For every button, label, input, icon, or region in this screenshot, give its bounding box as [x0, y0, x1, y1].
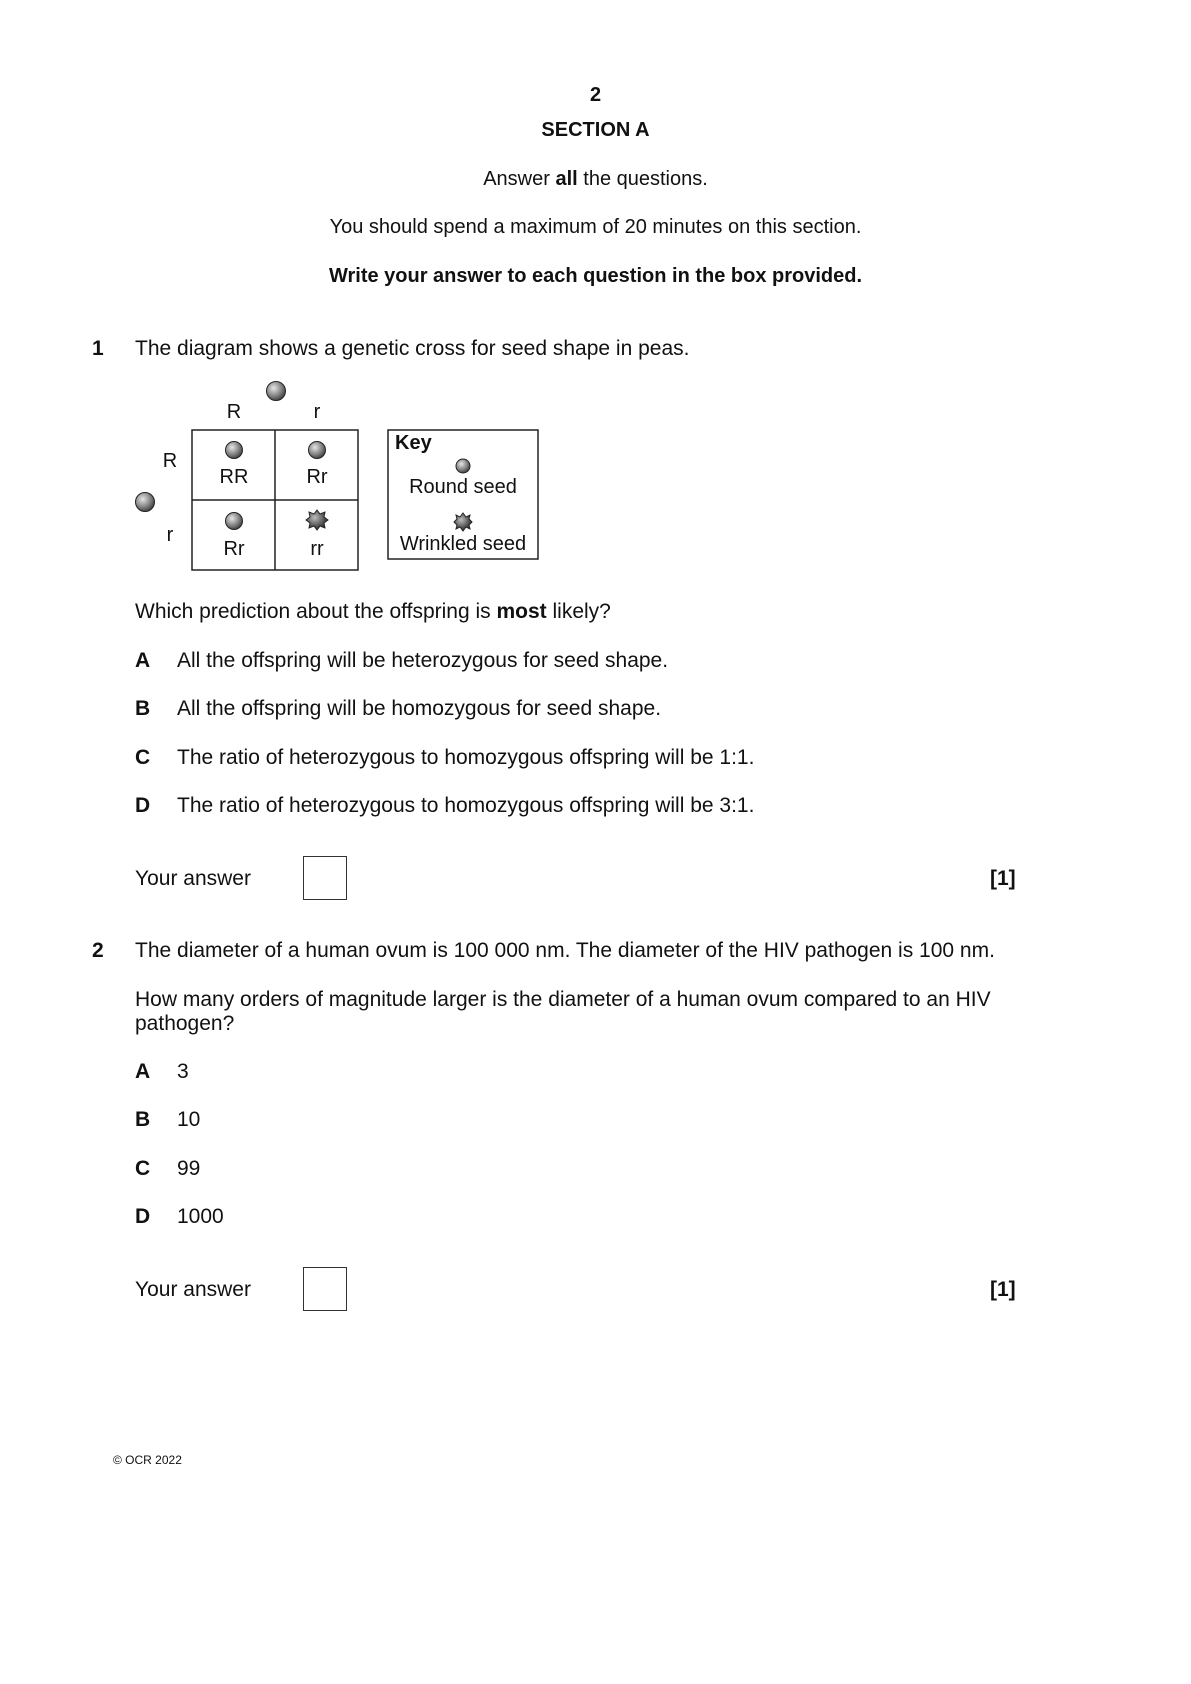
section-title: SECTION A [541, 119, 650, 141]
q1-option-letter: D [135, 794, 151, 817]
question-1-stem: The diagram shows a genetic cross for seed shape in peas. [135, 337, 690, 360]
q1-option-text: The ratio of heterozygous to homozygous offspring will be 3:1. [177, 794, 755, 817]
prompt-text: likely? [546, 600, 611, 623]
q2-option-text: 99 [177, 1157, 201, 1180]
cell-rr-upper-seed-icon [226, 442, 243, 459]
punnett-cell-label: RR [219, 466, 249, 488]
q1-option-text: The ratio of heterozygous to homozygous offspring will be 1:1. [177, 746, 755, 769]
q2-option-text: 10 [177, 1108, 201, 1131]
q1-option-text: All the offspring will be heterozygous for seed shape. [177, 649, 669, 672]
question-2-stem: The diameter of a human ovum is 100 000 nm. The diameter of the HIV pathogen is 100 nm. [135, 939, 995, 962]
top-allele-label: R [226, 401, 242, 423]
q1-answer-box[interactable] [303, 856, 347, 900]
cell-rr3-seed-icon [226, 513, 243, 530]
question-1-number: 1 [92, 337, 104, 360]
punnett-cell-label: Rr [306, 466, 328, 488]
q2-option-letter: B [135, 1108, 151, 1131]
q2-option-letter: A [135, 1060, 151, 1083]
q1-option-letter: A [135, 649, 151, 672]
q2-option-letter: D [135, 1205, 151, 1228]
question-2-prompt-line-2: pathogen? [135, 1012, 235, 1035]
top-allele-label: r [313, 401, 321, 423]
instruction-answer-box: Write your answer to each question in the box provided. [328, 265, 863, 287]
prompt-text: Which prediction about the offspring is [135, 600, 497, 623]
cell-wrinkled-seed-icon [306, 510, 328, 530]
q1-marks: [1] [990, 867, 1016, 890]
side-allele-label: R [162, 450, 178, 472]
instruction-time: You should spend a maximum of 20 minutes on this section. [329, 216, 862, 238]
q1-option-letter: B [135, 697, 151, 720]
q1-answer-label: Your answer [135, 867, 251, 890]
question-2-number: 2 [92, 939, 104, 962]
instruction-emphasis: all [555, 168, 578, 190]
key-round-seed-icon [456, 459, 470, 473]
key-wrinkled-label: Wrinkled seed [399, 533, 527, 555]
parent-side-seed-icon [136, 493, 155, 512]
side-allele-label: r [166, 524, 174, 546]
punnett-cell-label: rr [310, 538, 324, 560]
q2-option-letter: C [135, 1157, 151, 1180]
copyright-footer: © OCR 2022 [113, 1453, 182, 1467]
prompt-emphasis: most [496, 600, 547, 623]
q1-option-text: All the offspring will be homozygous for seed shape. [177, 697, 662, 720]
cell-rr2-seed-icon [309, 442, 326, 459]
q2-marks: [1] [990, 1278, 1016, 1301]
q2-answer-label: Your answer [135, 1278, 251, 1301]
q2-option-text: 3 [177, 1060, 189, 1083]
page-number: 2 [589, 84, 602, 106]
question-2-prompt-line-1: How many orders of magnitude larger is the diameter of a human ovum compared to an HIV [135, 988, 991, 1011]
q1-option-letter: C [135, 746, 151, 769]
q2-option-text: 1000 [177, 1205, 224, 1228]
key-wrinkled-seed-icon [454, 513, 472, 531]
key-round-label: Round seed [409, 476, 517, 498]
question-1-prompt [135, 599, 611, 625]
instruction-text: the questions. [577, 168, 708, 190]
instruction-text: Answer [483, 168, 556, 190]
parent-top-seed-icon [267, 382, 286, 401]
q2-answer-box[interactable] [303, 1267, 347, 1311]
punnett-cell-label: Rr [223, 538, 245, 560]
key-title: Key [395, 432, 432, 454]
